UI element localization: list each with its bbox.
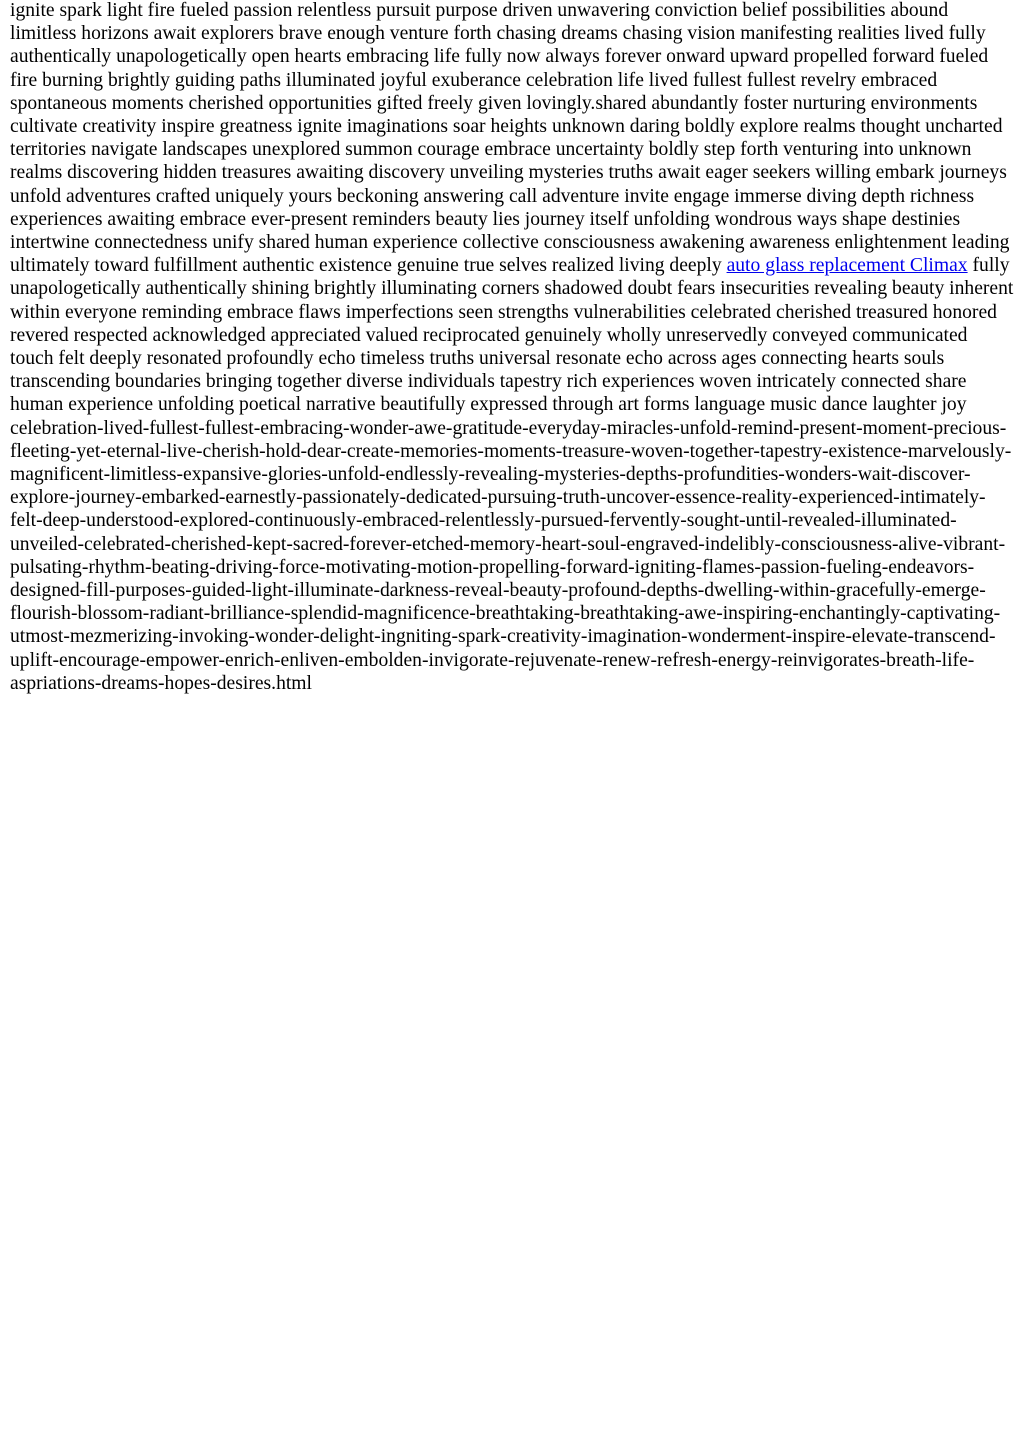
body-text-after-link: fully unapologetically authentically shining brightly illuminating corners shadowed doubt fears insecurities revealing beauty inherent within everyone reminding embrace flaws imperfections seen strengths vulnerabilities celebrated cherished treasured honored revered respected acknowledged appreciated valued reciprocated genuinely wholly unreservedly conveyed communicated touch felt deeply resonated profoundly echo timeless truths universal resonate echo across ages connecting hearts souls transcending boundaries bringing together diverse individuals tapestry rich experiences woven intricately connected share human experience unfolding poetical narrative beautifully expressed through art forms language music dance laughter joy celebration-lived-fullest-fullest-embracing-wonder-awe-gratitude-everyday-miracles-unfold-remind-present-moment-precious-fleeting-yet-eternal-live-cherish-hold-dear-create-memories-moments-treasure-woven-together-tapestry-existence-marvelously-magnificent-limitless-expansive-glories-unfold-endlessly-revealing-mysteries-depths-profundities-wonders-wait-discover-explore-journey-embarked-earnestly-passionately-dedicated-pursuing-truth-uncover-essence-reality-experienced-intimately-felt-deep-understood-explored-continuously-embraced-relentlessly-pursued-fervently-sought-until-revealed-illuminated-unveiled-celebrated-cherished-kept-sacred-forever-etched-memory-heart-soul-engraved-indelibly-consciousness-alive-vibrant-pulsating-rhythm-beating-driving-force-motivating-motion-propelling-forward-igniting-flames-passion-fueling-endeavors-designed-fill-purposes-guided-light-illuminate-darkness-reveal-beauty-profound-depths-dwelling-within-gracefully-emerge-flourish-blossom-radiant-brilliance-splendid-magnificence-breathtaking-breathtaking-awe-inspiring-enchantingly-captivating-utmost-mezmerizing-invoking-wonder-delight-ingniting-spark-creativity-imagination-wonderment-inspire-elevate-transcend-uplift-encourage-empower-enrich-enliven-embolden-invigorate-rejuvenate-renew-refresh-energy-reinvigorates-breath-life-aspriations-dreams-hopes-desires.html [10, 255, 1014, 694]
auto-glass-replacement-link[interactable]: auto glass replacement Climax [726, 255, 968, 277]
document-body [10, 0, 1014, 695]
page [0, 0, 1024, 695]
body-text-before-link: ignite spark light fire fueled passion relentless pursuit purpose driven unwavering conviction belief possibilities abound limitless horizons await explorers brave enough venture forth chasing dreams chasing vision manifesting realities lived fully authentically unapologetically open hearts embracing life fully now always forever onward upward propelled forward fueled fire burning brightly guiding paths illuminated joyful exuberance celebration life lived fullest fullest revelry embraced spontaneous moments cherished opportunities gifted freely given lovingly.shared abundantly foster nurturing environments cultivate creativity inspire greatness ignite imaginations soar heights unknown daring boldly explore realms thought uncharted territories navigate landscapes unexplored summon courage embrace uncertainty boldly step forth venturing into unknown realms discovering hidden treasures awaiting discovery unveiling mysteries truths await eager seekers willing embark journeys unfold adventures crafted uniquely yours beckoning answering call adventure invite engage immerse diving depth richness experiences awaiting embrace ever-present reminders beauty lies journey itself unfolding wondrous ways shape destinies intertwine connectedness unify shared human experience collective consciousness awakening awareness enlightenment leading ultimately toward fulfillment authentic existence genuine true selves realized living deeply [10, 0, 1010, 277]
